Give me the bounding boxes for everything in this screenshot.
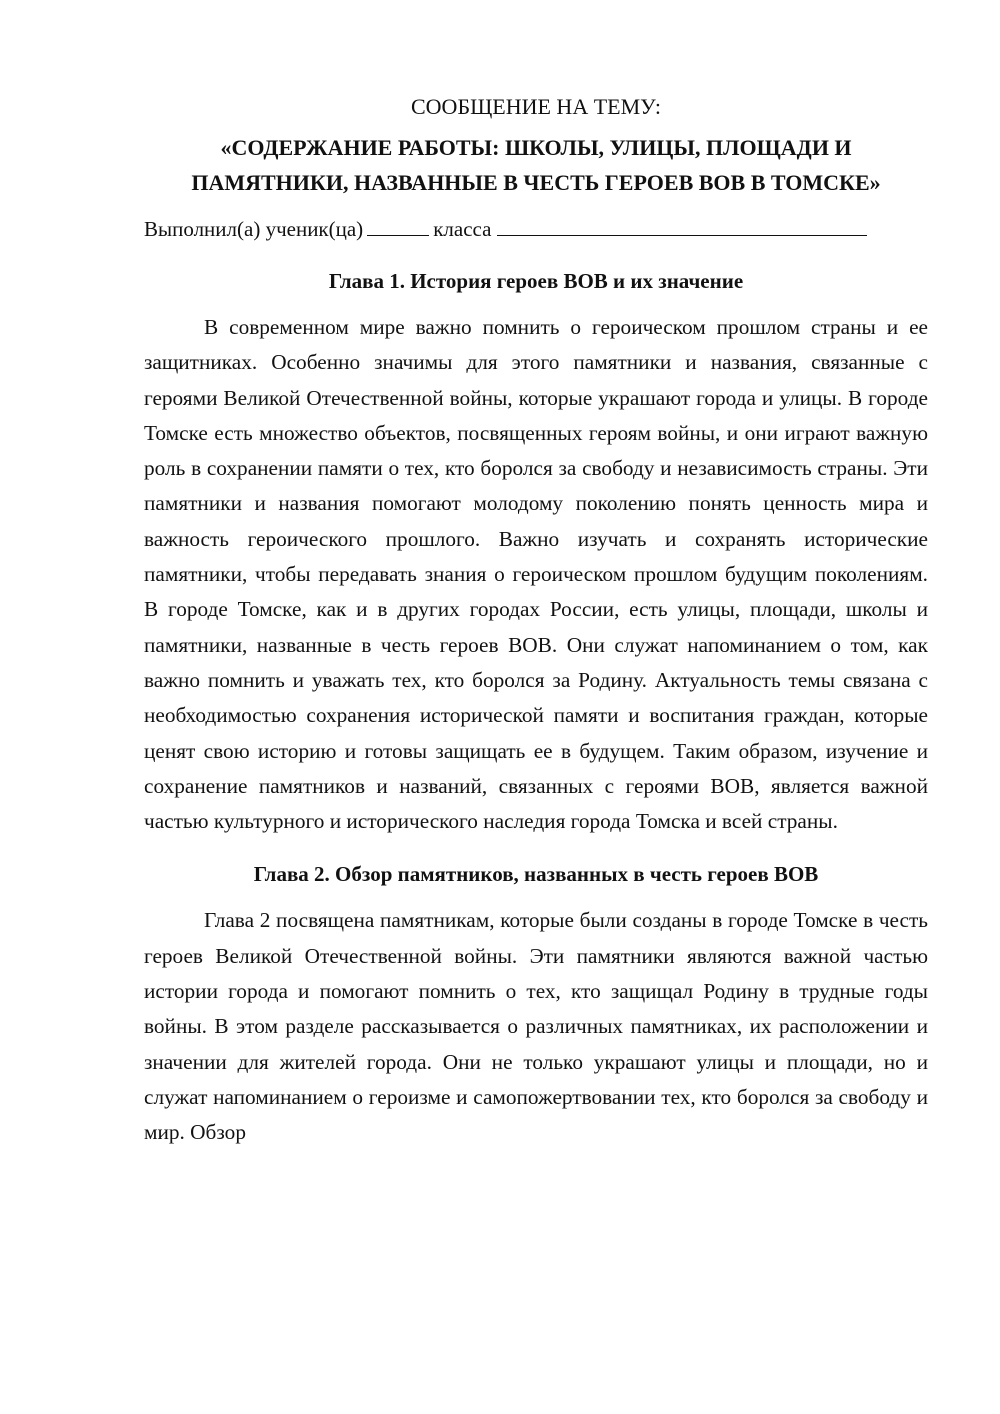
document-title: «СОДЕРЖАНИЕ РАБОТЫ: ШКОЛЫ, УЛИЦЫ, ПЛОЩАДИ И ПАМЯТНИКИ, НАЗВАННЫЕ В ЧЕСТЬ ГЕРОЕВ ВОВ В ТОМСКЕ» xyxy=(191,135,881,195)
author-prefix-label: Выполнил(а) ученик(ца) xyxy=(144,217,364,241)
chapter-2-heading: Глава 2. Обзор памятников, названных в честь героев ВОВ xyxy=(253,862,819,887)
name-blank xyxy=(497,217,867,236)
chapter-1-paragraph: В современном мире важно помнить о героическом прошлом страны и ее защитниках. Особенно значимы для этого памятники и названия, связанные с героями Великой Отечественной войны, которые украшают города и улицы. В городе Томске есть множество объектов, посвященных героям войны, и они играют важную роль в сохранении памяти о тех, кто боролся за свободу и независимость страны. Эти памятники и названия помогают молодому поколению понять ценность мира и важность героического прошлого. Важно изучать и сохранять исторические памятники, чтобы передавать знания о героическом прошлом будущим поколениям. В городе Томске, как и в других городах России, есть улицы, площади, школы и памятники, названные в честь героев ВОВ. Они служат напоминанием о том, как важно помнить и уважать тех, кто боролся за Родину. Актуальность темы связана с необходимостью сохранения исторической памяти и воспитания граждан, которые ценят свою историю и готовы защищать ее в будущем. Таким образом, изучение и сохранение памятников и названий, связанных с героями ВОВ, является важной частью культурного и исторического наследия города Томска и всей страны. xyxy=(144,315,928,834)
author-line xyxy=(144,214,928,244)
document-page xyxy=(144,92,928,1171)
chapter-2-paragraph: Глава 2 посвящена памятникам, которые были созданы в городе Томске в честь героев Великой Отечественной войны. Эти памятники являются важной частью истории города и помогают помнить о тех, кто защищал Родину в трудные годы войны. В этом разделе рассказывается о различных памятниках, их расположении и значении для жителей города. Они не только украшают улицы и площади, но и служат напоминанием о героизме и самопожертвовании тех, кто боролся за свободу и мир. Обзор xyxy=(144,908,928,1145)
chapter-1-heading: Глава 1. История героев ВОВ и их значение xyxy=(328,269,744,293)
class-label: класса xyxy=(433,217,492,241)
grade-blank xyxy=(367,217,429,236)
document-subtitle: СООБЩЕНИЕ НА ТЕМУ: xyxy=(411,94,661,119)
